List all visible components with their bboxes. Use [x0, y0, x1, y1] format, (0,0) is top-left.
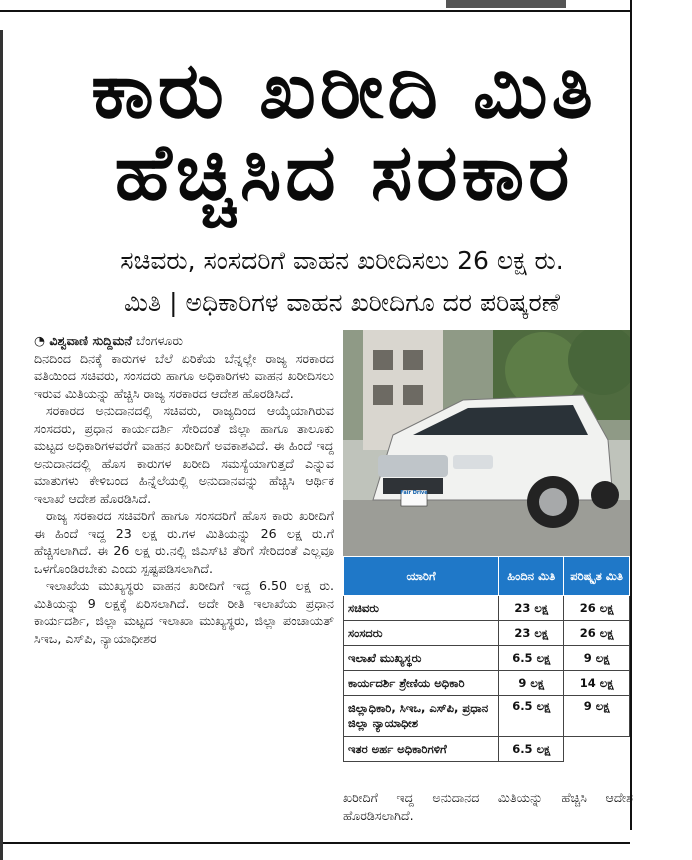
table-row: [344, 646, 630, 671]
subheadline-line-1: ಸಚಿವರು, ಸಂಸದರಿಗೆ ವಾಹನ ಖರೀದಿಸಲು 26 ಲಕ್ಷ ರು.: [120, 246, 564, 275]
car-photo-illustration: [343, 330, 630, 556]
row-label: ಇತರ ಅರ್ಹ ಅಧಿಕಾರಿಗಳಿಗೆ: [344, 737, 499, 762]
table-row: [344, 671, 630, 696]
previous-limit: 6.5 ಲಕ್ಷ: [499, 646, 564, 671]
subheadline-line-2: ಮಿತಿ | ಅಧಿಕಾರಿಗಳ ವಾಹನ ಖರೀದಿಗೂ ದರ ಪರಿಷ್ಕರಣೆ: [124, 288, 560, 317]
revised-limit: 26 ಲಕ್ಷ: [564, 596, 630, 621]
continuation-text: ಖರೀದಿಗೆ ಇದ್ದ ಅನುದಾನದ ಮಿತಿಯನ್ನು ಹೆಚ್ಚಿಸಿ ಆದೇಶ ಹೊರಡಿಸಲಾಗಿದೆ.: [343, 790, 633, 823]
row-label: ಸಂಸದರು: [344, 621, 499, 646]
car-limit-table: [343, 556, 630, 762]
byline-place: ಬೆಂಗಳೂರು: [135, 333, 184, 348]
car-photo: [343, 330, 630, 556]
revised-limit: [564, 737, 630, 762]
row-label: ಜಿಲ್ಲಾಧಿಕಾರಿ, ಸಿಇಒ, ಎಸ್‌ಪಿ, ಪ್ರಧಾನ ಜಿಲ್ಲಾ ನ್ಯಾಯಾಧೀಶ: [344, 696, 499, 737]
revised-limit: 9 ಲಕ್ಷ: [564, 696, 630, 737]
table-header-row: [344, 557, 630, 596]
paragraph-4: ಇಲಾಖೆಯ ಮುಖ್ಯಸ್ಥರು ವಾಹನ ಖರೀದಿಗೆ ಇದ್ದ 6.50 ಲಕ್ಷ ರು. ಮಿತಿಯನ್ನು 9 ಲಕ್ಷಕ್ಕೆ ಏರಿಸಲಾಗಿದೆ. ಅದೇ ರೀತಿ ಇಲಾಖೆಯ ಪ್ರಧಾನ ಕಾರ್ಯದರ್ಶಿ, ಜಿಲ್ಲಾ ಮಟ್ಟದ ಇಲಾಖಾ ಮುಖ್ಯಸ್ಥರು, ಜಿಲ್ಲಾ ಪಂಚಾಯತ್ ಸಿಇಒ, ಎಸ್‌ಪಿ, ನ್ಯಾಯಾಧೀಶರ: [34, 578, 334, 646]
previous-limit: 6.5 ಲಕ್ಷ: [499, 696, 564, 737]
bottom-rule: [0, 842, 630, 844]
revised-limit: 9 ಲಕ್ಷ: [564, 646, 630, 671]
headline-line-2: ಹೆಚ್ಚಿಸಿದ ಸರಕಾರ: [114, 128, 574, 218]
paragraph-1: ದಿನದಿಂದ ದಿನಕ್ಕೆ ಕಾರುಗಳ ಬೆಲೆ ಏರಿಕೆಯ ಬೆನ್ನಲ್ಲೇ ರಾಜ್ಯ ಸರಕಾರದ ವತಿಯಿಂದ ಸಚಿವರು, ಸಂಸದರು ಹಾಗೂ ಅಧಿಕಾರಿಗಳು ವಾಹನ ಖರೀದಿಸಲು ಇರುವ ಮಿತಿಯನ್ನು ಹೆಚ್ಚಿಸಿ ರಾಜ್ಯ ಸರಕಾರದ ಆದೇಶ ಹೊರಡಿಸಿದೆ.: [34, 350, 334, 401]
headline-line-1: ಕಾರು ಖರೀದಿ ಮಿತಿ: [91, 46, 597, 136]
left-column-edge: [0, 30, 3, 860]
paragraph-2: ಸರಕಾರದ ಅನುದಾನದಲ್ಲಿ ಸಚಿವರು, ರಾಜ್ಯದಿಂದ ಆಯ್ಕೆಯಾಗಿರುವ ಸಂಸದರು, ಪ್ರಧಾನ ಕಾರ್ಯದರ್ಶಿ ಸೇರಿದಂತೆ ಜಿಲ್ಲಾ ಹಾಗೂ ತಾಲೂಕು ಮಟ್ಟದ ಅಧಿಕಾರಿಗಳವರೆಗೆ ವಾಹನ ಖರೀದಿಗೆ ಅವಕಾಶವಿದೆ. ಈ ಹಿಂದೆ ಇದ್ದ ಅನುದಾನದಲ್ಲಿ ಹೊಸ ಕಾರುಗಳ ಖರೀದಿ ಸಮಸ್ಯೆಯಾಗುತ್ತದೆ ಎನ್ನುವ ಮಾತುಗಳು ಕೇಳಿಬಂದ ಹಿನ್ನೆಲೆಯಲ್ಲಿ ಅನುದಾನವನ್ನು ಹೆಚ್ಚಿಸಿ ಆರ್ಥಿಕ ಇಲಾಖೆ ಆದೇಶ ಹೊರಡಿಸಿದೆ.: [34, 403, 334, 506]
byline-icon: ◔: [34, 333, 50, 348]
previous-limit: 23 ಲಕ್ಷ: [499, 621, 564, 646]
revised-limit: 14 ಲಕ್ಷ: [564, 671, 630, 696]
header-previous-limit: ಹಿಂದಿನ ಮಿತಿ: [499, 557, 564, 596]
header-revised-limit: ಪರಿಷ್ಕೃತ ಮಿತಿ: [564, 557, 630, 596]
table-row: [344, 621, 630, 646]
header-whom: ಯಾರಿಗೆ: [344, 557, 499, 596]
table-row: [344, 737, 630, 762]
previous-limit: 6.5 ಲಕ್ಷ: [499, 737, 564, 762]
row-label: ಕಾರ್ಯದರ್ಶಿ ಶ್ರೇಣಿಯ ಅಧಿಕಾರಿ: [344, 671, 499, 696]
previous-limit: 9 ಲಕ್ಷ: [499, 671, 564, 696]
top-rule: [0, 10, 630, 12]
byline-source: ವಿಶ್ವವಾಣಿ ಸುದ್ದಿಮನೆ: [49, 333, 132, 348]
row-label: ಇಲಾಖೆ ಮುಖ್ಯಸ್ಥರು: [344, 646, 499, 671]
paragraph-3: ರಾಜ್ಯ ಸರಕಾರದ ಸಚಿವರಿಗೆ ಹಾಗೂ ಸಂಸದರಿಗೆ ಹೊಸ ಕಾರು ಖರೀದಿಗೆ ಈ ಹಿಂದೆ ಇದ್ದ 23 ಲಕ್ಷ ರು.ಗಳ ಮಿತಿಯನ್ನು 26 ಲಕ್ಷ ರು.ಗೆ ಹೆಚ್ಚಿಸಲಾಗಿದೆ. ಈ 26 ಲಕ್ಷ ರು.ನಲ್ಲಿ ಜಿಎಸ್‌ಟಿ ತೆರಿಗೆ ಸೇರಿದಂತೆ ಎಲ್ಲವೂ ಒಳಗೊಂಡಿರಬೇಕು ಎಂದು ಸ್ಪಷ್ಟಪಡಿಸಲಾಗಿದೆ.: [34, 508, 334, 576]
article-body: [34, 332, 334, 647]
previous-limit: 23 ಲಕ್ಷ: [499, 596, 564, 621]
revised-limit: 26 ಲಕ್ಷ: [564, 621, 630, 646]
plate-sign: Fair Drive: [400, 490, 428, 496]
table-row: [344, 696, 630, 737]
row-label: ಸಚಿವರು: [344, 596, 499, 621]
top-image-sliver: [446, 0, 566, 8]
byline: [34, 332, 334, 350]
table-row: [344, 596, 630, 621]
